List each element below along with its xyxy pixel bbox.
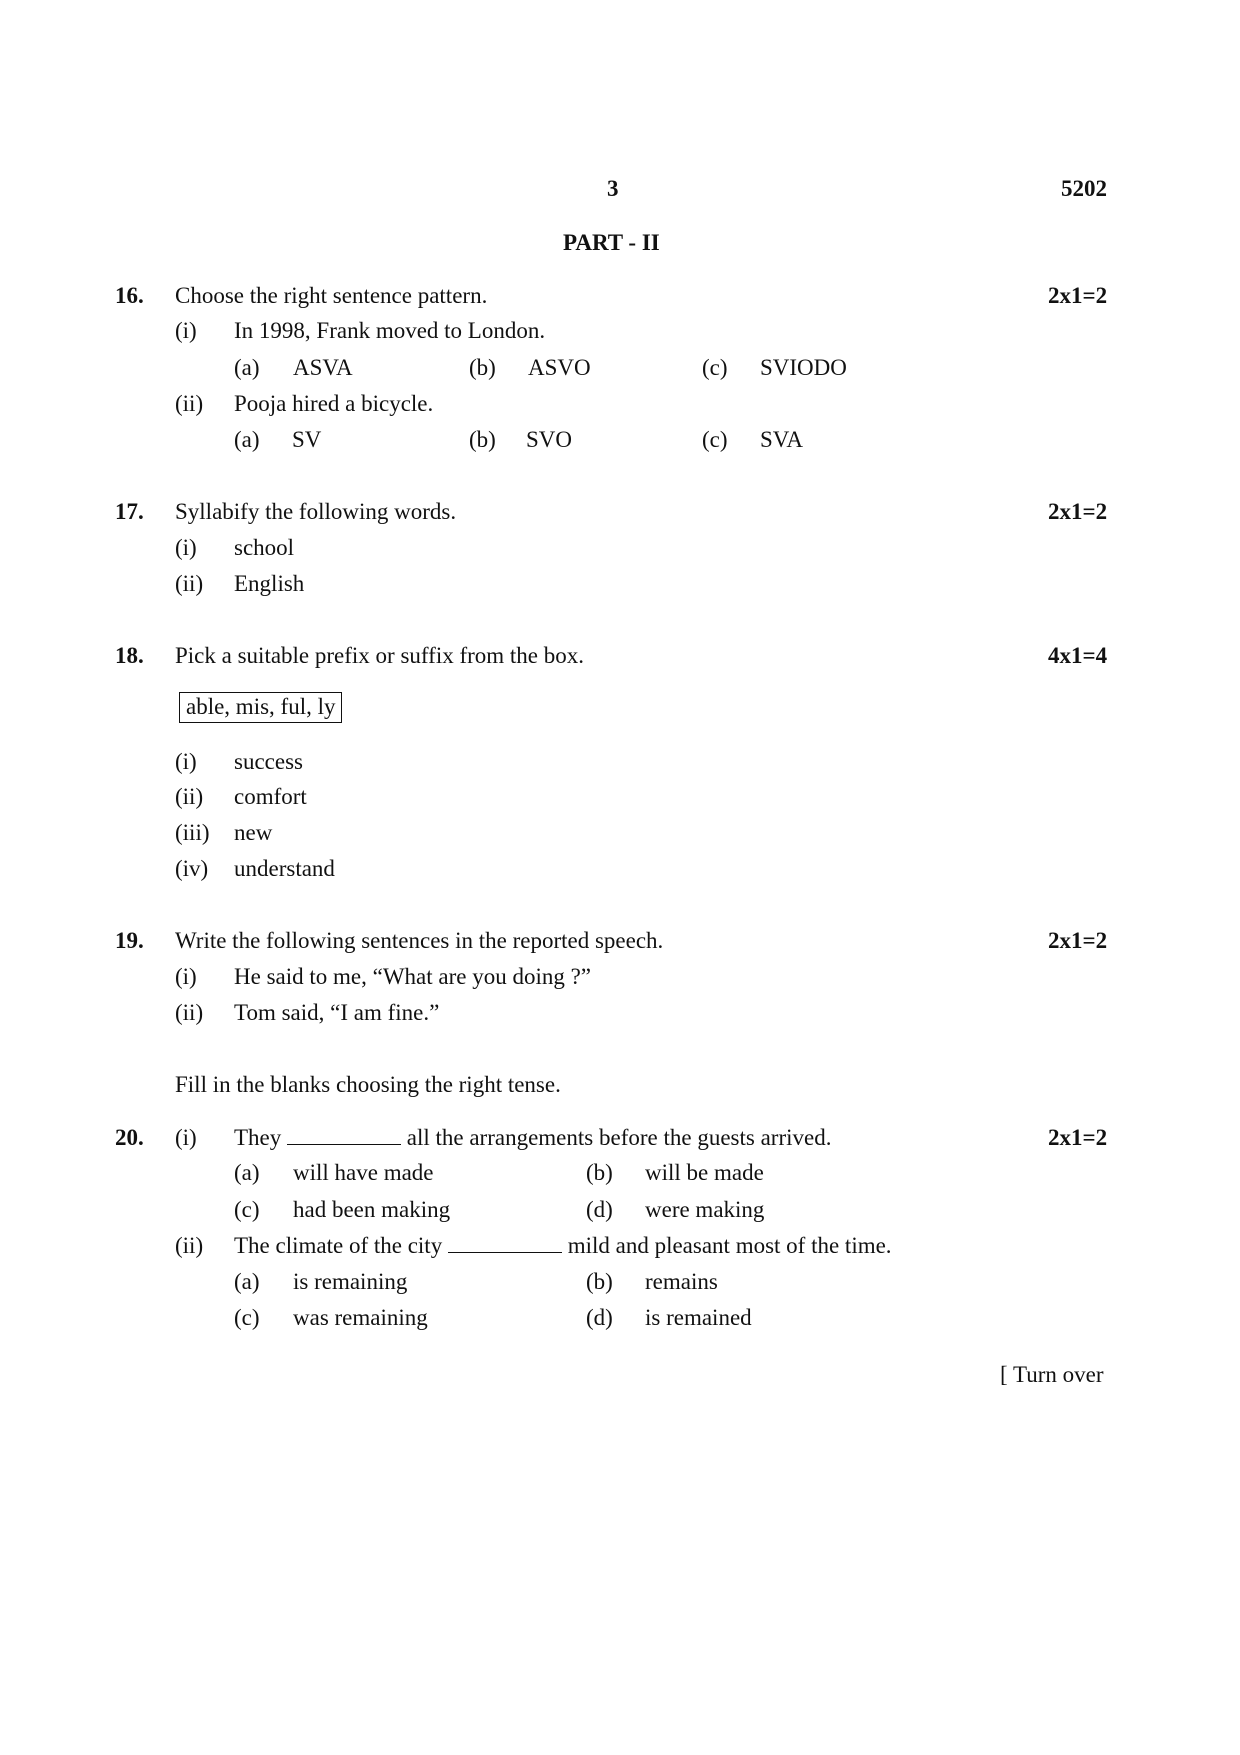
option-text: SVA <box>760 427 804 452</box>
question-number: 17. <box>115 499 144 524</box>
option-label: (d) <box>586 1197 613 1222</box>
option-label: (c) <box>234 1305 260 1330</box>
option-text: SVO <box>526 427 573 452</box>
option-label: (c) <box>702 355 728 380</box>
option-text: is remaining <box>293 1269 408 1294</box>
question-number: 16. <box>115 283 144 308</box>
question-marks: 2x1=2 <box>1048 499 1108 524</box>
turn-over: [ Turn over <box>1000 1362 1104 1387</box>
option-text: SVIODO <box>760 355 847 380</box>
affix-box: able, mis, ful, ly <box>179 692 342 723</box>
item-label: (ii) <box>175 1233 204 1258</box>
item-text: new <box>234 820 273 845</box>
item-sentence <box>234 1234 892 1257</box>
option-label: (b) <box>469 355 496 380</box>
option-label: (b) <box>586 1160 613 1185</box>
question-number: 18. <box>115 643 144 668</box>
question-text: Choose the right sentence pattern. <box>175 283 488 308</box>
sentence-start: They <box>234 1125 282 1150</box>
item-label: (iii) <box>175 820 210 845</box>
option-text: will have made <box>293 1160 434 1185</box>
option-text: is remained <box>645 1305 752 1330</box>
item-text: success <box>234 749 303 774</box>
option-text: ASVA <box>293 355 353 380</box>
option-label: (a) <box>234 1160 260 1185</box>
item-label: (ii) <box>175 1000 204 1025</box>
option-label: (c) <box>234 1197 260 1222</box>
paper-code: 5202 <box>1061 176 1107 201</box>
question-number: 19. <box>115 928 144 953</box>
item-sentence <box>234 1126 831 1149</box>
question-text: Write the following sentences in the reported speech. <box>175 928 664 953</box>
item-label: (i) <box>175 964 197 989</box>
item-label: (ii) <box>175 784 204 809</box>
option-text: will be made <box>645 1160 764 1185</box>
option-text: SV <box>292 427 322 452</box>
option-label: (a) <box>234 355 260 380</box>
item-text: Tom said, “I am fine.” <box>234 1000 440 1025</box>
option-text: remains <box>645 1269 718 1294</box>
option-text: was remaining <box>293 1305 428 1330</box>
item-text: school <box>234 535 295 560</box>
sentence-end: mild and pleasant most of the time. <box>567 1233 892 1258</box>
item-text: Pooja hired a bicycle. <box>234 391 434 416</box>
option-text: had been making <box>293 1197 451 1222</box>
option-label: (d) <box>586 1305 613 1330</box>
question-marks: 4x1=4 <box>1048 643 1108 668</box>
option-label: (c) <box>702 427 728 452</box>
option-label: (a) <box>234 1269 260 1294</box>
item-text: comfort <box>234 784 307 809</box>
item-text: In 1998, Frank moved to London. <box>234 318 546 343</box>
question-marks: 2x1=2 <box>1048 1125 1108 1150</box>
fill-instruction: Fill in the blanks choosing the right tense. <box>175 1072 561 1097</box>
item-label: (iv) <box>175 856 209 881</box>
item-label: (i) <box>175 749 197 774</box>
item-label: (i) <box>175 535 197 560</box>
item-text: English <box>234 571 305 596</box>
part-title: PART - II <box>563 230 660 255</box>
answer-blank <box>448 1234 562 1253</box>
sentence-end: all the arrangements before the guests arrived. <box>406 1125 832 1150</box>
sentence-start: The climate of the city <box>234 1233 443 1258</box>
question-marks: 2x1=2 <box>1048 928 1108 953</box>
question-text: Pick a suitable prefix or suffix from the box. <box>175 643 585 668</box>
option-text: ASVO <box>528 355 591 380</box>
item-label: (ii) <box>175 571 204 596</box>
answer-blank <box>287 1126 401 1145</box>
option-label: (b) <box>586 1269 613 1294</box>
option-label: (a) <box>234 427 260 452</box>
option-label: (b) <box>469 427 496 452</box>
option-text: were making <box>645 1197 765 1222</box>
item-text: understand <box>234 856 335 881</box>
item-text: He said to me, “What are you doing ?” <box>234 964 592 989</box>
item-label: (i) <box>175 318 197 343</box>
question-marks: 2x1=2 <box>1048 283 1108 308</box>
question-text: Syllabify the following words. <box>175 499 457 524</box>
item-label: (i) <box>175 1125 197 1150</box>
question-number: 20. <box>115 1125 144 1150</box>
page-number: 3 <box>607 176 619 201</box>
item-label: (ii) <box>175 391 204 416</box>
